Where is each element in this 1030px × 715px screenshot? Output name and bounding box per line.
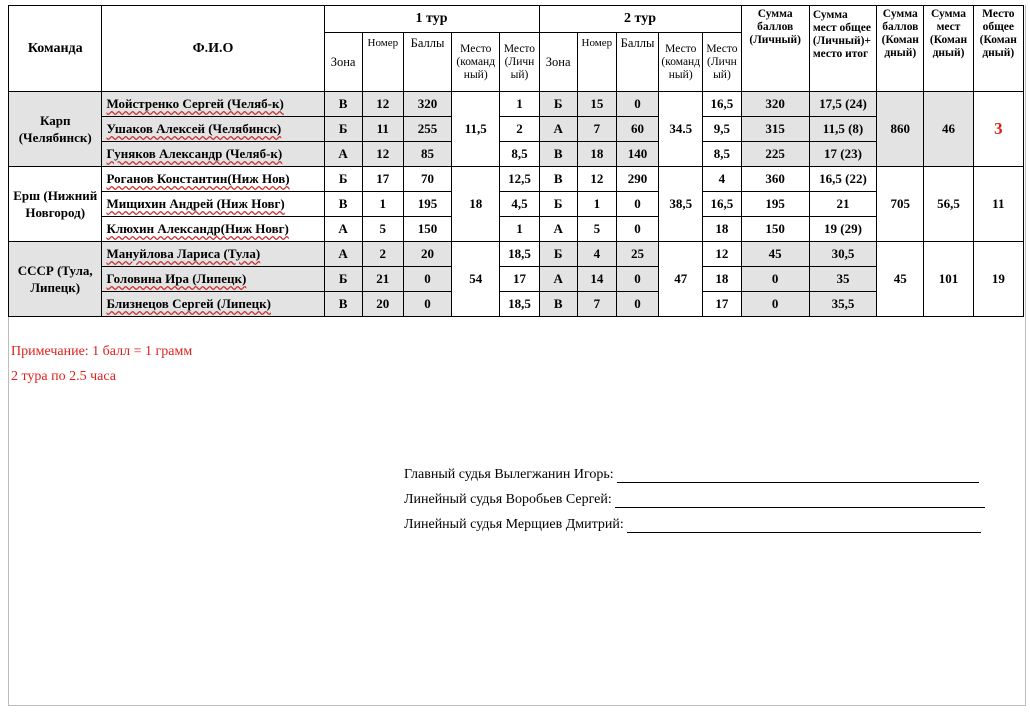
team-place-2: 47 (659, 242, 703, 317)
sum-points: 45 (741, 242, 809, 267)
personal-place-2: 18 (703, 217, 741, 242)
points-1: 255 (403, 117, 451, 142)
number-1: 1 (362, 192, 403, 217)
header-place-team-2: Место (команд ный) (659, 33, 703, 92)
sum-points: 225 (741, 142, 809, 167)
sum-total: 35 (809, 267, 876, 292)
personal-place-2: 16,5 (703, 192, 741, 217)
personal-place-2: 8,5 (703, 142, 741, 167)
header-points-2: Баллы (616, 33, 658, 92)
number-1: 11 (362, 117, 403, 142)
number-2: 12 (577, 167, 616, 192)
sum-points: 195 (741, 192, 809, 217)
team-final-place: 11 (973, 167, 1023, 242)
number-2: 7 (577, 292, 616, 317)
zone-1: Б (324, 267, 362, 292)
personal-place-2: 9,5 (703, 117, 741, 142)
signature-main-judge (404, 467, 979, 483)
personal-place-1: 17 (500, 267, 539, 292)
signature-line (627, 518, 981, 533)
sum-total: 30,5 (809, 242, 876, 267)
header-sum-points-team: Сумма баллов (Коман дный) (877, 6, 924, 92)
signature-line-judge-1-label: Линейный судья Воробьев Сергей: (404, 492, 612, 507)
table-row (9, 267, 1024, 292)
note-line-1: Примечание: 1 балл = 1 грамм (11, 344, 193, 359)
header-fio: Ф.И.О (102, 6, 324, 92)
number-2: 1 (577, 192, 616, 217)
points-1: 0 (403, 292, 451, 317)
personal-place-1: 18,5 (500, 292, 539, 317)
results-table (8, 5, 1024, 317)
header-tour-1: 1 тур (324, 6, 539, 33)
header-place-team-1: Место (команд ный) (452, 33, 500, 92)
participant-name: Головина Ира (Липецк) (102, 267, 324, 292)
team-final-place: 19 (973, 242, 1023, 317)
zone-2: Б (539, 192, 577, 217)
zone-1: В (324, 192, 362, 217)
team-sum-places: 56,5 (924, 167, 973, 242)
personal-place-1: 4,5 (500, 192, 539, 217)
team-name: Карп (Челябинск) (9, 92, 102, 167)
zone-2: В (539, 292, 577, 317)
sum-total: 17,5 (24) (809, 92, 876, 117)
number-2: 18 (577, 142, 616, 167)
points-2: 0 (616, 192, 658, 217)
team-name: Ерш (Нижний Новгород) (9, 167, 102, 242)
zone-1: А (324, 217, 362, 242)
number-1: 2 (362, 242, 403, 267)
team-place-1: 11,5 (452, 92, 500, 167)
header-points-1: Баллы (403, 33, 451, 92)
signature-line-judge-2 (404, 517, 981, 533)
zone-2: Б (539, 242, 577, 267)
sum-total: 16,5 (22) (809, 167, 876, 192)
team-place-2: 38,5 (659, 167, 703, 242)
personal-place-2: 16,5 (703, 92, 741, 117)
table-row (9, 242, 1024, 267)
header-place-personal-2: Место (Личн ый) (703, 33, 741, 92)
sum-points: 0 (741, 292, 809, 317)
zone-2: А (539, 217, 577, 242)
participant-name: Ушаков Алексей (Челябинск) (102, 117, 324, 142)
zone-1: В (324, 92, 362, 117)
sum-points: 0 (741, 267, 809, 292)
number-2: 14 (577, 267, 616, 292)
signature-line-judge-1 (404, 492, 985, 508)
points-2: 60 (616, 117, 658, 142)
participant-name: Мануйлова Лариса (Тула) (102, 242, 324, 267)
points-2: 25 (616, 242, 658, 267)
team-place-1: 54 (452, 242, 500, 317)
number-1: 21 (362, 267, 403, 292)
points-2: 0 (616, 267, 658, 292)
team-name: СССР (Тула, Липецк) (9, 242, 102, 317)
participant-name: Роганов Константин(Ниж Нов) (102, 167, 324, 192)
signature-line (615, 493, 985, 508)
personal-place-2: 17 (703, 292, 741, 317)
header-number-1: Номер (362, 33, 403, 92)
personal-place-1: 18,5 (500, 242, 539, 267)
header-zone-2: Зона (539, 33, 577, 92)
number-1: 12 (362, 92, 403, 117)
zone-1: Б (324, 117, 362, 142)
zone-1: Б (324, 167, 362, 192)
zone-1: В (324, 292, 362, 317)
number-1: 17 (362, 167, 403, 192)
personal-place-1: 8,5 (500, 142, 539, 167)
participant-name: Мойстренко Сергей (Челяб-к) (102, 92, 324, 117)
number-1: 12 (362, 142, 403, 167)
points-1: 70 (403, 167, 451, 192)
personal-place-1: 12,5 (500, 167, 539, 192)
team-place-2: 34.5 (659, 92, 703, 167)
header-sum-places-team: Сумма мест (Коман дный) (924, 6, 973, 92)
number-2: 4 (577, 242, 616, 267)
table-row (9, 117, 1024, 142)
number-1: 5 (362, 217, 403, 242)
zone-2: А (539, 117, 577, 142)
points-2: 290 (616, 167, 658, 192)
signature-main-judge-label: Главный судья Вылегжанин Игорь: (404, 467, 614, 482)
points-1: 150 (403, 217, 451, 242)
sum-points: 320 (741, 92, 809, 117)
zone-2: В (539, 167, 577, 192)
team-place-1: 18 (452, 167, 500, 242)
personal-place-2: 12 (703, 242, 741, 267)
header-zone-1: Зона (324, 33, 362, 92)
sum-points: 360 (741, 167, 809, 192)
sum-total: 17 (23) (809, 142, 876, 167)
team-sum-points: 45 (877, 242, 924, 317)
sum-points: 150 (741, 217, 809, 242)
points-2: 0 (616, 92, 658, 117)
table-row (9, 167, 1024, 192)
personal-place-2: 18 (703, 267, 741, 292)
note-line-2: 2 тура по 2.5 часа (11, 369, 116, 384)
points-2: 0 (616, 217, 658, 242)
table-row (9, 142, 1024, 167)
points-1: 320 (403, 92, 451, 117)
header-place-personal-1: Место (Личн ый) (500, 33, 539, 92)
header-place-total-team: Место общее (Коман дный) (973, 6, 1023, 92)
team-sum-places: 101 (924, 242, 973, 317)
number-2: 7 (577, 117, 616, 142)
sum-total: 11,5 (8) (809, 117, 876, 142)
signature-line (617, 468, 979, 483)
header-sum-points-personal: Сумма баллов (Личный) (741, 6, 809, 92)
header-number-2: Номер (577, 33, 616, 92)
signature-line-judge-2-label: Линейный судья Мерщиев Дмитрий: (404, 517, 624, 532)
sum-total: 19 (29) (809, 217, 876, 242)
sum-total: 21 (809, 192, 876, 217)
points-2: 0 (616, 292, 658, 317)
points-2: 140 (616, 142, 658, 167)
team-sum-points: 860 (877, 92, 924, 167)
participant-name: Клюхин Александр(Ниж Новг) (102, 217, 324, 242)
personal-place-2: 4 (703, 167, 741, 192)
participant-name: Гуняков Александр (Челяб-к) (102, 142, 324, 167)
header-tour-2: 2 тур (539, 6, 741, 33)
zone-2: Б (539, 92, 577, 117)
points-1: 195 (403, 192, 451, 217)
table-row (9, 192, 1024, 217)
number-1: 20 (362, 292, 403, 317)
header-sum-places-total: Сумма мест общее (Личный)+ место итог (809, 6, 876, 92)
points-1: 85 (403, 142, 451, 167)
personal-place-1: 1 (500, 217, 539, 242)
number-2: 15 (577, 92, 616, 117)
sum-points: 315 (741, 117, 809, 142)
participant-name: Мищихин Андрей (Ниж Новг) (102, 192, 324, 217)
participant-name: Близнецов Сергей (Липецк) (102, 292, 324, 317)
team-final-place: 3 (973, 92, 1023, 167)
zone-2: В (539, 142, 577, 167)
personal-place-1: 1 (500, 92, 539, 117)
points-1: 20 (403, 242, 451, 267)
zone-1: А (324, 142, 362, 167)
personal-place-1: 2 (500, 117, 539, 142)
zone-2: А (539, 267, 577, 292)
zone-1: А (324, 242, 362, 267)
table-row (9, 217, 1024, 242)
team-sum-places: 46 (924, 92, 973, 167)
team-sum-points: 705 (877, 167, 924, 242)
number-2: 5 (577, 217, 616, 242)
table-row (9, 292, 1024, 317)
table-row (9, 92, 1024, 117)
header-team: Команда (9, 6, 102, 92)
points-1: 0 (403, 267, 451, 292)
sum-total: 35,5 (809, 292, 876, 317)
